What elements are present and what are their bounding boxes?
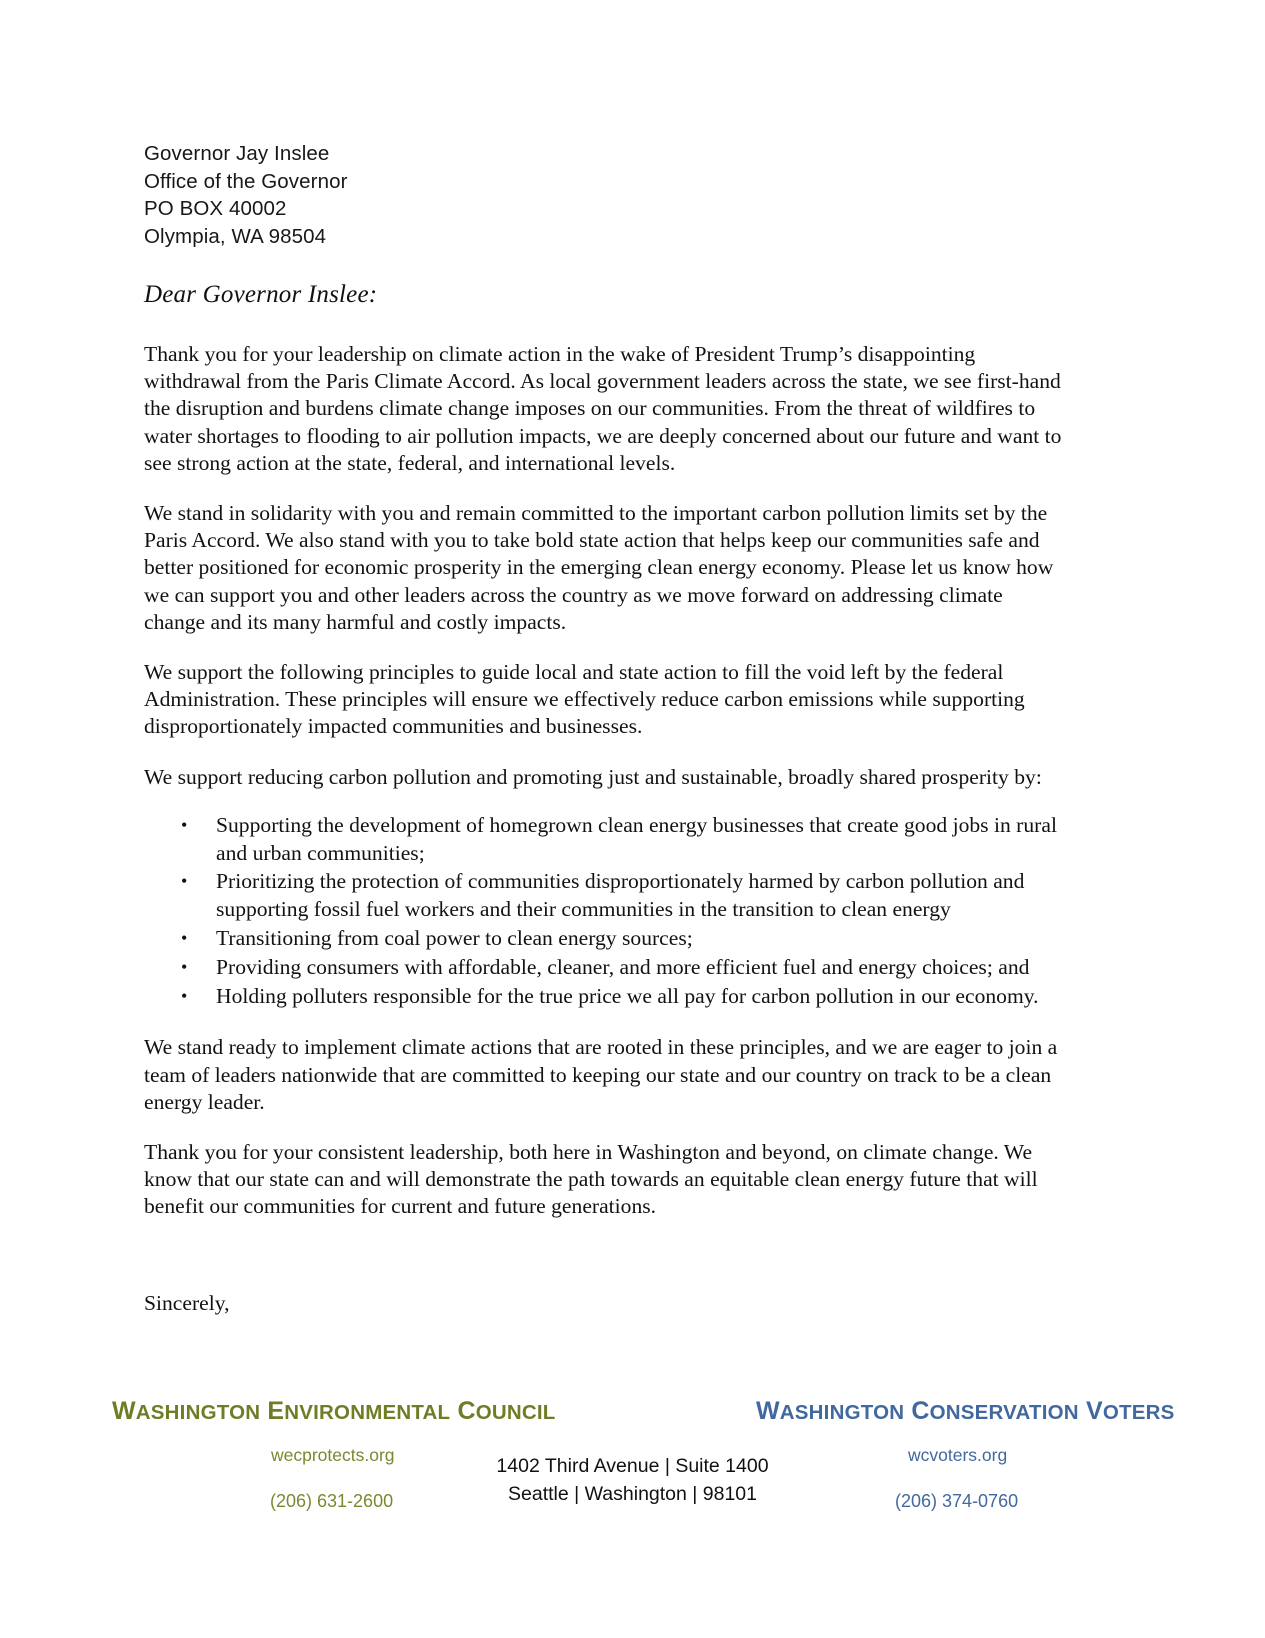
wcv-wordmark-rest-3: OTERS xyxy=(1102,1401,1175,1424)
list-item xyxy=(144,868,1069,924)
wcv-wordmark-cap-2: C xyxy=(911,1397,930,1425)
letter-body xyxy=(144,341,1069,1244)
body-paragraph-6: Thank you for your consistent leadership, both here in Washington and beyond, on climate change. We know that our state can and will demonstrate the path towards an equitable clean energy future that will benefit our communities for current and future generations. xyxy=(144,1140,1038,1219)
wcv-wordmark-rest-2: ONSERVATION xyxy=(929,1401,1079,1424)
bullet-icon: • xyxy=(181,956,188,977)
body-paragraph-4: We support reducing carbon pollution and promoting just and sustainable, broadly shared prosperity by: xyxy=(144,764,1042,789)
recipient-address-block xyxy=(144,140,348,250)
office-address-line-1: 1402 Third Avenue | Suite 1400 xyxy=(496,1455,769,1477)
body-paragraph-2: We stand in solidarity with you and remain committed to the important carbon pollution limits set by the Paris Accord. We also stand with you to take bold state action that helps keep our communities safe and better positioned for economic prosperity in the emerging clean energy economy. Please let us know how we can support you and other leaders across the country as we move forward on addressing climate change and its many harmful and costly impacts. xyxy=(144,501,1054,634)
wec-website-link[interactable]: wecprotects.org xyxy=(271,1445,395,1465)
wcv-wordmark-cap-1: W xyxy=(756,1397,780,1425)
wcv-wordmark-rest-1: ASHINGTON xyxy=(779,1401,905,1424)
wec-wordmark-cap-2: E xyxy=(267,1397,285,1425)
office-address xyxy=(0,1452,1265,1508)
wec-phone-number[interactable]: (206) 631-2600 xyxy=(270,1491,394,1511)
address-line-2: Office of the Governor xyxy=(144,169,348,193)
salutation: Dear Governor Inslee: xyxy=(144,281,378,308)
wec-logo-wordmark xyxy=(112,1397,555,1426)
wec-wordmark-cap-3: C xyxy=(457,1397,476,1425)
signoff: Sincerely, xyxy=(144,1291,230,1315)
list-item xyxy=(144,983,1069,1011)
wec-wordmark-rest-3: OUNCIL xyxy=(475,1401,556,1424)
wcv-website-link[interactable]: wcvoters.org xyxy=(908,1445,1008,1465)
address-line-1: Governor Jay Inslee xyxy=(144,142,330,165)
body-paragraph-1: Thank you for your leadership on climate action in the wake of President Trump’s disappointing withdrawal from the Paris Climate Accord. As local government leaders across the state, we see first-hand the disruption and burdens climate change imposes on our communities. From the threat of wildfires to water shortages to flooding to air pollution impacts, we are deeply concerned about our future and want to see strong action at the state, federal, and international levels. xyxy=(144,342,1062,475)
bullet-icon: • xyxy=(181,928,188,949)
wec-wordmark-cap-1: W xyxy=(112,1397,136,1425)
principles-list xyxy=(144,812,1069,1011)
bullet-icon: • xyxy=(181,985,188,1006)
body-paragraph-5: We stand ready to implement climate actions that are rooted in these principles, and we are eager to join a team of leaders nationwide that are committed to keeping our state and our country on track to be a clean energy leader. xyxy=(144,1035,1058,1114)
office-address-line-2: Seattle | Washington | 98101 xyxy=(508,1483,757,1505)
list-item-label: Holding polluters responsible for the true price we all pay for carbon pollution in our economy. xyxy=(216,983,1039,1008)
list-item-label: Prioritizing the protection of communities disproportionately harmed by carbon pollution and supporting fossil fuel workers and their communities in the transition to clean energy xyxy=(216,869,1025,922)
wec-wordmark-rest-1: ASHINGTON xyxy=(135,1401,261,1424)
address-line-4: Olympia, WA 98504 xyxy=(144,224,327,248)
list-item-label: Supporting the development of homegrown clean energy businesses that create good jobs in rural and urban communities; xyxy=(216,812,1057,865)
body-paragraph-3: We support the following principles to guide local and state action to fill the void left by the federal Administration. These principles will ensure we effectively reduce carbon emissions while supporting disproportionately impacted communities and businesses. xyxy=(144,660,1025,739)
wcv-logo-wordmark xyxy=(756,1397,1174,1426)
list-item-label: Transitioning from coal power to clean energy sources; xyxy=(216,926,693,951)
list-item xyxy=(144,812,1069,868)
bullet-icon: • xyxy=(181,814,188,835)
list-item-label: Providing consumers with affordable, cleaner, and more efficient fuel and energy choices; and xyxy=(216,954,1030,979)
wec-wordmark-rest-2: NVIRONMENTAL xyxy=(284,1401,451,1424)
wcv-phone-number[interactable]: (206) 374-0760 xyxy=(895,1491,1019,1511)
address-line-3: PO BOX 40002 xyxy=(144,197,287,220)
list-item xyxy=(144,954,1069,982)
wcv-wordmark-cap-3: V xyxy=(1085,1397,1103,1425)
list-item xyxy=(144,925,1069,953)
letterhead-footer xyxy=(0,1390,1265,1590)
bullet-icon: • xyxy=(181,871,188,892)
